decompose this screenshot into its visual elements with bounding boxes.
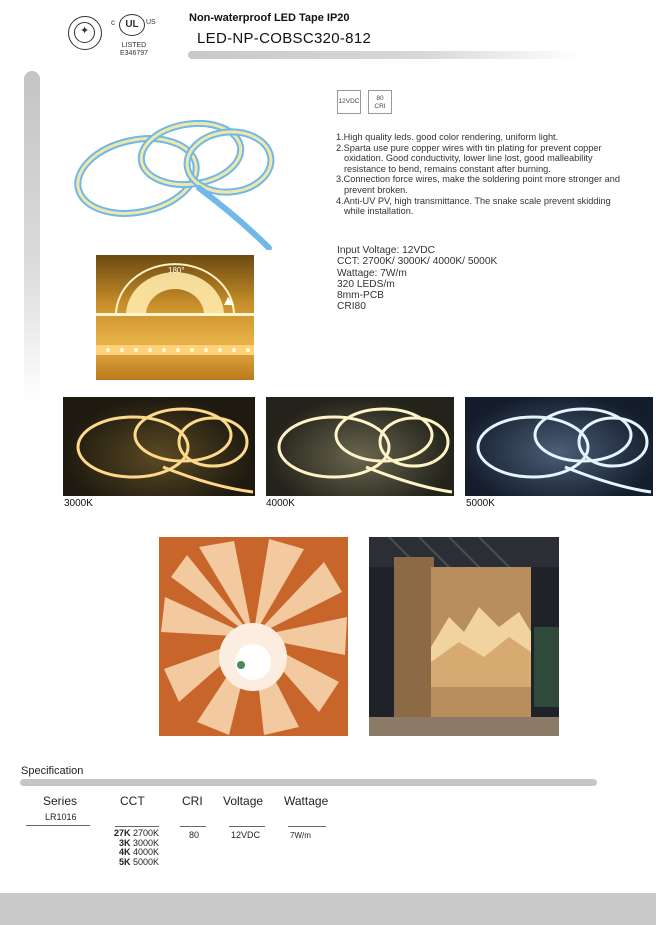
caption-4000k: 4000K bbox=[266, 498, 295, 509]
caption-3000k: 3000K bbox=[64, 498, 93, 509]
footer-bar bbox=[0, 893, 656, 925]
listed-text: LISTED bbox=[121, 42, 147, 49]
param-wattage: Wattage: 7W/m bbox=[337, 267, 407, 279]
param-input-voltage: Input Voltage: 12VDC bbox=[337, 245, 435, 256]
voltage-badge: 12VDC bbox=[337, 90, 361, 114]
cri-badge-value: 80 bbox=[376, 95, 384, 102]
cct-value: 4000K bbox=[132, 847, 159, 857]
feature-item: 1.High quality leds. good color rendering, uniform light. bbox=[336, 132, 559, 142]
spec-voltage-value: 12VDC bbox=[231, 830, 261, 840]
spec-cri-value: 80 bbox=[189, 830, 200, 840]
feature-item: 3.Connection force wires, make the soldering point more stronger and prevent broken. bbox=[336, 174, 620, 195]
param-cri: CRI80 bbox=[337, 301, 366, 313]
cri-badge bbox=[368, 90, 392, 114]
canada-maple-leaf-logo bbox=[68, 16, 102, 50]
spec-header-voltage: Voltage bbox=[223, 794, 264, 808]
feature-item: 4.Anti-UV PV, high transmittance. The snake scale prevent skidding while installation. bbox=[336, 195, 611, 217]
header-divider-bar bbox=[188, 51, 580, 59]
listed-label bbox=[114, 42, 154, 58]
ul-mark: UL bbox=[119, 14, 145, 36]
ul-certification-logo bbox=[111, 12, 156, 40]
cct-row bbox=[106, 858, 159, 868]
spec-title: Specification bbox=[21, 765, 84, 777]
spec-header-series: Series bbox=[43, 794, 78, 808]
bend-180-image bbox=[96, 255, 254, 380]
cct-code: 5K bbox=[118, 856, 131, 867]
cri-underline bbox=[180, 826, 206, 827]
model-number: LED-NP-COBSC320-812 bbox=[197, 30, 372, 47]
page-title: Non-waterproof LED Tape IP20 bbox=[189, 12, 350, 24]
spec-divider-bar bbox=[20, 779, 597, 786]
led-strip-coil-image bbox=[69, 108, 281, 250]
cct-value: 3000K bbox=[132, 837, 159, 848]
cct-code: 4K bbox=[118, 847, 131, 857]
param-cct: CCT: 2700K/ 3000K/ 4000K/ 5000K bbox=[337, 256, 498, 268]
strip-3000k-image bbox=[63, 397, 255, 496]
maple-leaf-icon: ✦ bbox=[80, 25, 90, 37]
feature-item: 2.Sparta use pure copper wires with tin plating for prevent copper oxidation. Good conductivity, lower line lost, good malleability resistance to bend, remains constant after burning. bbox=[336, 142, 602, 174]
spec-series-value: LR1016 bbox=[45, 812, 77, 822]
spec-wattage-value: 7W/m bbox=[290, 831, 311, 840]
side-decoration-bar bbox=[24, 71, 40, 401]
ul-c-mark: c bbox=[111, 18, 115, 27]
strip-5000k-image bbox=[465, 397, 653, 496]
feature-wall-image bbox=[369, 537, 559, 736]
ul-us-mark: US bbox=[146, 19, 156, 26]
spec-header-cct: CCT bbox=[120, 794, 145, 808]
cct-code: 3K bbox=[118, 837, 131, 848]
cct-code: 27K bbox=[113, 828, 131, 838]
cri-badge-label: CRI bbox=[374, 103, 386, 110]
series-underline bbox=[26, 825, 90, 826]
cct-underline bbox=[115, 826, 159, 827]
wattage-underline bbox=[288, 826, 326, 827]
spec-header-wattage: Wattage bbox=[284, 794, 329, 808]
bend-angle-label: 180° bbox=[168, 266, 185, 275]
spec-header-cri: CRI bbox=[182, 794, 203, 808]
strip-4000k-image bbox=[266, 397, 454, 496]
param-leds-per-meter: 320 LEDS/m bbox=[337, 278, 395, 290]
listed-number: E346797 bbox=[119, 50, 149, 57]
spiral-staircase-image bbox=[159, 537, 348, 736]
voltage-underline bbox=[229, 826, 265, 827]
feature-list bbox=[336, 132, 628, 217]
cct-value: 2700K bbox=[132, 828, 159, 838]
param-pcb-width: 8mm-PCB bbox=[337, 290, 384, 302]
cct-list bbox=[106, 829, 159, 867]
cct-value: 5000K bbox=[132, 856, 159, 867]
parameter-list bbox=[337, 245, 497, 313]
caption-5000k: 5000K bbox=[466, 498, 495, 509]
